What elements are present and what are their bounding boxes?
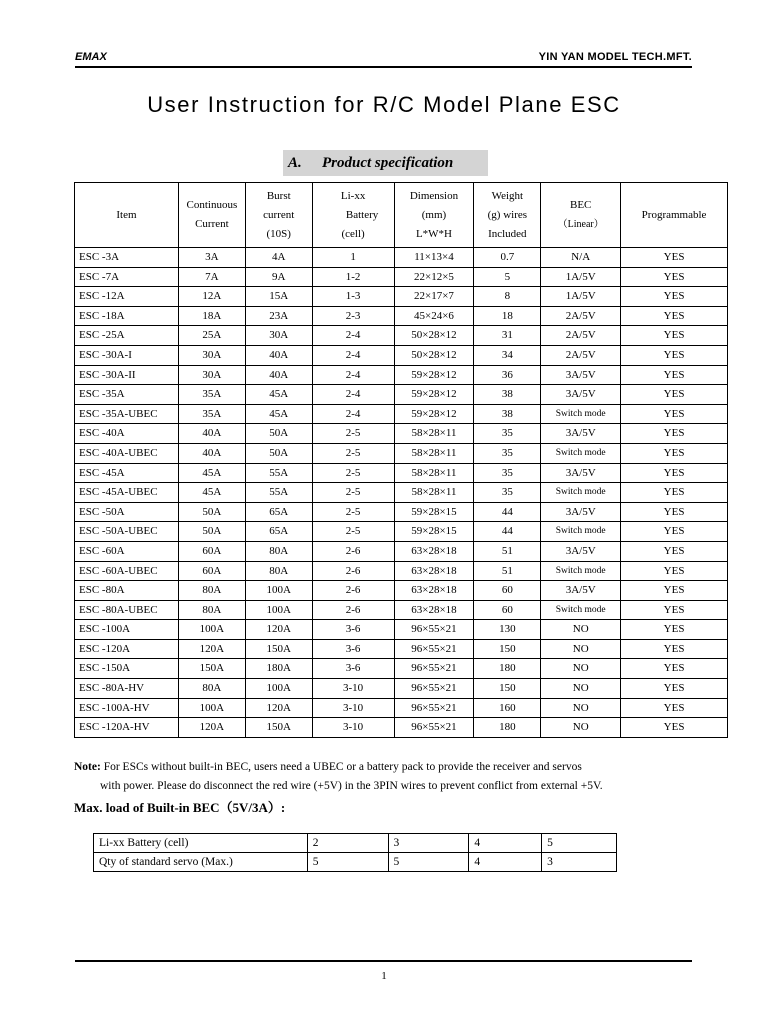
table-row	[75, 424, 728, 444]
cell-dimension: 96×55×21	[394, 718, 474, 738]
cell-weight: 180	[474, 659, 541, 679]
header-line: (10S)	[266, 227, 291, 240]
cell-programmable: YES	[621, 326, 728, 346]
cell-weight: 150	[474, 639, 541, 659]
table-row	[75, 365, 728, 385]
cell-continuous-current: 60A	[178, 561, 245, 581]
cell-li-xx-battery: 1-2	[312, 267, 394, 287]
header-line: Dimension	[409, 189, 459, 202]
table-row	[75, 248, 728, 268]
header-line: (mm)	[421, 208, 447, 221]
cell-weight: 0.7	[474, 248, 541, 268]
header-line: Item	[116, 208, 137, 221]
cell-continuous-current: 25A	[178, 326, 245, 346]
cell-bec: 2A/5V	[541, 306, 621, 326]
note-line-2: with power. Please do disconnect the red wire (+5V) in the 3PIN wires to prevent conflict from external +5V.	[100, 780, 603, 792]
cell-dimension: 50×28×12	[394, 326, 474, 346]
header-line: (g) wires	[487, 208, 528, 221]
cell-bec: Switch mode	[541, 443, 621, 463]
cell-burst-current: 15A	[245, 287, 312, 307]
cell-bec: NO	[541, 620, 621, 640]
cell-continuous-current: 120A	[178, 718, 245, 738]
table-row	[75, 600, 728, 620]
cell-continuous-current: 80A	[178, 679, 245, 699]
cell-bec: 1A/5V	[541, 267, 621, 287]
cell-dimension: 96×55×21	[394, 679, 474, 699]
cell-burst-current: 50A	[245, 443, 312, 463]
cell-weight: 38	[474, 385, 541, 405]
cell-burst-current: 4A	[245, 248, 312, 268]
cell-programmable: YES	[621, 541, 728, 561]
cell-dimension: 63×28×18	[394, 581, 474, 601]
cell-continuous-current: 120A	[178, 639, 245, 659]
cell-li-xx-battery: 2-5	[312, 522, 394, 542]
table-row	[75, 463, 728, 483]
cell-burst-current: 50A	[245, 424, 312, 444]
cell-continuous-current: 45A	[178, 483, 245, 503]
cell-burst-current: 120A	[245, 620, 312, 640]
bec-value: 3	[388, 834, 469, 853]
cell-programmable: YES	[621, 600, 728, 620]
cell-li-xx-battery: 2-6	[312, 581, 394, 601]
document-title: User Instruction for R/C Model Plane ESC	[147, 92, 621, 117]
cell-li-xx-battery: 2-4	[312, 404, 394, 424]
cell-programmable: YES	[621, 267, 728, 287]
cell-programmable: YES	[621, 424, 728, 444]
cell-weight: 35	[474, 483, 541, 503]
cell-bec: 3A/5V	[541, 502, 621, 522]
section-number: A.	[288, 155, 302, 171]
cell-dimension: 58×28×11	[394, 463, 474, 483]
cell-dimension: 58×28×11	[394, 424, 474, 444]
table-row	[75, 404, 728, 424]
note-line-1: For ESCs without built-in BEC, users need a UBEC or a battery pack to provide the receiver and servos	[103, 761, 582, 773]
cell-bec: 3A/5V	[541, 424, 621, 444]
page-number: 1	[381, 970, 387, 982]
header-bec	[541, 183, 621, 248]
cell-dimension: 59×28×12	[394, 365, 474, 385]
cell-bec: 2A/5V	[541, 326, 621, 346]
cell-burst-current: 80A	[245, 541, 312, 561]
bec-value: 3	[542, 853, 617, 872]
header-li-xx-battery	[312, 183, 394, 248]
header-programmable	[621, 183, 728, 248]
cell-continuous-current: 100A	[178, 698, 245, 718]
cell-bec: Switch mode	[541, 522, 621, 542]
cell-burst-current: 55A	[245, 483, 312, 503]
cell-burst-current: 40A	[245, 345, 312, 365]
cell-weight: 35	[474, 463, 541, 483]
table-row	[75, 522, 728, 542]
cell-continuous-current: 35A	[178, 404, 245, 424]
table-row	[75, 287, 728, 307]
cell-li-xx-battery: 3-10	[312, 679, 394, 699]
cell-continuous-current: 80A	[178, 600, 245, 620]
cell-bec: 3A/5V	[541, 365, 621, 385]
spec-body	[75, 248, 728, 738]
cell-burst-current: 40A	[245, 365, 312, 385]
cell-weight: 38	[474, 404, 541, 424]
note	[74, 758, 714, 796]
cell-continuous-current: 12A	[178, 287, 245, 307]
cell-item: ESC -35A	[75, 385, 179, 405]
header-line: Burst	[266, 189, 291, 202]
table-row	[75, 639, 728, 659]
cell-li-xx-battery: 1-3	[312, 287, 394, 307]
header-line: (cell)	[341, 227, 365, 240]
table-row	[75, 581, 728, 601]
cell-programmable: YES	[621, 522, 728, 542]
spec-header-row	[75, 183, 728, 248]
cell-programmable: YES	[621, 385, 728, 405]
section-title: Product specification	[322, 155, 454, 171]
cell-item: ESC -50A	[75, 502, 179, 522]
cell-li-xx-battery: 2-5	[312, 424, 394, 444]
cell-weight: 5	[474, 267, 541, 287]
cell-li-xx-battery: 2-5	[312, 502, 394, 522]
table-row	[75, 267, 728, 287]
cell-item: ESC -12A	[75, 287, 179, 307]
table-row	[75, 659, 728, 679]
bec-row-label: Qty of standard servo (Max.)	[94, 853, 308, 872]
cell-burst-current: 100A	[245, 600, 312, 620]
cell-item: ESC -7A	[75, 267, 179, 287]
cell-li-xx-battery: 1	[312, 248, 394, 268]
cell-continuous-current: 30A	[178, 345, 245, 365]
product-spec-table	[74, 182, 728, 738]
cell-weight: 35	[474, 443, 541, 463]
cell-li-xx-battery: 3-6	[312, 659, 394, 679]
cell-item: ESC -30A-II	[75, 365, 179, 385]
table-row	[75, 679, 728, 699]
bec-value: 5	[307, 853, 388, 872]
cell-dimension: 45×24×6	[394, 306, 474, 326]
cell-programmable: YES	[621, 345, 728, 365]
cell-item: ESC -18A	[75, 306, 179, 326]
header-dimension	[394, 183, 474, 248]
header-line: Li-xx	[340, 189, 366, 202]
cell-continuous-current: 7A	[178, 267, 245, 287]
cell-programmable: YES	[621, 581, 728, 601]
cell-weight: 35	[474, 424, 541, 444]
cell-bec: 3A/5V	[541, 463, 621, 483]
cell-continuous-current: 150A	[178, 659, 245, 679]
cell-dimension: 50×28×12	[394, 345, 474, 365]
header-line: Continuous	[186, 199, 238, 211]
bec-value: 5	[388, 853, 469, 872]
cell-weight: 44	[474, 502, 541, 522]
cell-item: ESC -30A-I	[75, 345, 179, 365]
cell-continuous-current: 18A	[178, 306, 245, 326]
cell-bec: 3A/5V	[541, 581, 621, 601]
table-row	[75, 483, 728, 503]
cell-burst-current: 120A	[245, 698, 312, 718]
cell-dimension: 59×28×12	[394, 385, 474, 405]
cell-programmable: YES	[621, 404, 728, 424]
cell-bec: NO	[541, 639, 621, 659]
cell-programmable: YES	[621, 463, 728, 483]
cell-item: ESC -120A-HV	[75, 718, 179, 738]
bec-body	[94, 834, 617, 872]
cell-burst-current: 100A	[245, 679, 312, 699]
cell-weight: 150	[474, 679, 541, 699]
cell-burst-current: 100A	[245, 581, 312, 601]
cell-li-xx-battery: 3-6	[312, 620, 394, 640]
cell-weight: 36	[474, 365, 541, 385]
cell-weight: 51	[474, 561, 541, 581]
cell-item: ESC -100A-HV	[75, 698, 179, 718]
header-line: Current	[195, 218, 229, 230]
cell-weight: 8	[474, 287, 541, 307]
cell-weight: 130	[474, 620, 541, 640]
header-line: Weight	[491, 189, 524, 202]
cell-li-xx-battery: 2-6	[312, 561, 394, 581]
cell-bec: 3A/5V	[541, 541, 621, 561]
cell-burst-current: 9A	[245, 267, 312, 287]
cell-continuous-current: 40A	[178, 424, 245, 444]
cell-weight: 160	[474, 698, 541, 718]
cell-li-xx-battery: 2-5	[312, 443, 394, 463]
table-row	[75, 541, 728, 561]
cell-li-xx-battery: 2-6	[312, 600, 394, 620]
cell-weight: 18	[474, 306, 541, 326]
cell-bec: 2A/5V	[541, 345, 621, 365]
cell-bec: NO	[541, 679, 621, 699]
cell-dimension: 96×55×21	[394, 639, 474, 659]
cell-continuous-current: 45A	[178, 463, 245, 483]
cell-item: ESC -45A	[75, 463, 179, 483]
cell-li-xx-battery: 2-4	[312, 365, 394, 385]
table-row	[75, 561, 728, 581]
header-line: Programmable	[641, 208, 707, 221]
cell-continuous-current: 35A	[178, 385, 245, 405]
cell-item: ESC -50A-UBEC	[75, 522, 179, 542]
cell-bec: NO	[541, 698, 621, 718]
cell-li-xx-battery: 2-3	[312, 306, 394, 326]
cell-item: ESC -25A	[75, 326, 179, 346]
cell-continuous-current: 80A	[178, 581, 245, 601]
cell-burst-current: 30A	[245, 326, 312, 346]
cell-item: ESC -60A-UBEC	[75, 561, 179, 581]
cell-continuous-current: 40A	[178, 443, 245, 463]
cell-dimension: 58×28×11	[394, 483, 474, 503]
cell-li-xx-battery: 2-6	[312, 541, 394, 561]
cell-item: ESC -80A-UBEC	[75, 600, 179, 620]
cell-li-xx-battery: 2-5	[312, 463, 394, 483]
cell-burst-current: 55A	[245, 463, 312, 483]
section-heading	[283, 150, 488, 176]
cell-bec: 3A/5V	[541, 385, 621, 405]
table-row	[75, 698, 728, 718]
cell-weight: 44	[474, 522, 541, 542]
bec-load-title: Max. load of Built-in BEC（5V/3A）:	[74, 800, 286, 815]
cell-item: ESC -150A	[75, 659, 179, 679]
cell-item: ESC -80A	[75, 581, 179, 601]
cell-burst-current: 80A	[245, 561, 312, 581]
bec-value: 2	[307, 834, 388, 853]
table-row	[75, 326, 728, 346]
table-row	[75, 620, 728, 640]
cell-item: ESC -60A	[75, 541, 179, 561]
cell-dimension: 59×28×15	[394, 522, 474, 542]
cell-burst-current: 150A	[245, 639, 312, 659]
bec-row	[94, 834, 617, 853]
cell-dimension: 22×17×7	[394, 287, 474, 307]
bec-load-table	[93, 833, 617, 872]
cell-programmable: YES	[621, 561, 728, 581]
note-label: Note:	[74, 761, 101, 773]
cell-programmable: YES	[621, 483, 728, 503]
brand-logo: EMAX	[75, 51, 107, 63]
cell-weight: 34	[474, 345, 541, 365]
header-weight	[474, 183, 541, 248]
table-row	[75, 385, 728, 405]
cell-continuous-current: 3A	[178, 248, 245, 268]
cell-programmable: YES	[621, 365, 728, 385]
cell-item: ESC -100A	[75, 620, 179, 640]
header-item	[75, 183, 179, 248]
cell-programmable: YES	[621, 679, 728, 699]
cell-burst-current: 65A	[245, 502, 312, 522]
cell-bec: NO	[541, 718, 621, 738]
cell-dimension: 59×28×15	[394, 502, 474, 522]
cell-continuous-current: 60A	[178, 541, 245, 561]
cell-weight: 60	[474, 600, 541, 620]
cell-bec: 1A/5V	[541, 287, 621, 307]
cell-item: ESC -120A	[75, 639, 179, 659]
cell-dimension: 63×28×18	[394, 561, 474, 581]
cell-programmable: YES	[621, 248, 728, 268]
bec-value: 4	[469, 834, 542, 853]
cell-weight: 51	[474, 541, 541, 561]
cell-li-xx-battery: 3-10	[312, 718, 394, 738]
cell-weight: 31	[474, 326, 541, 346]
cell-li-xx-battery: 2-4	[312, 345, 394, 365]
cell-programmable: YES	[621, 502, 728, 522]
table-row	[75, 443, 728, 463]
cell-burst-current: 65A	[245, 522, 312, 542]
cell-programmable: YES	[621, 306, 728, 326]
cell-dimension: 96×55×21	[394, 659, 474, 679]
cell-weight: 60	[474, 581, 541, 601]
bec-value: 4	[469, 853, 542, 872]
cell-continuous-current: 100A	[178, 620, 245, 640]
cell-item: ESC -80A-HV	[75, 679, 179, 699]
cell-programmable: YES	[621, 620, 728, 640]
header-line: current	[263, 208, 295, 221]
cell-programmable: YES	[621, 287, 728, 307]
cell-item: ESC -40A	[75, 424, 179, 444]
cell-dimension: 58×28×11	[394, 443, 474, 463]
cell-li-xx-battery: 2-5	[312, 483, 394, 503]
cell-programmable: YES	[621, 698, 728, 718]
cell-continuous-current: 50A	[178, 522, 245, 542]
cell-dimension: 63×28×18	[394, 600, 474, 620]
bec-value: 5	[542, 834, 617, 853]
cell-item: ESC -40A-UBEC	[75, 443, 179, 463]
header-line: （Linear）	[557, 219, 604, 230]
cell-weight: 180	[474, 718, 541, 738]
cell-bec: Switch mode	[541, 404, 621, 424]
header-burst-current	[245, 183, 312, 248]
cell-dimension: 22×12×5	[394, 267, 474, 287]
cell-item: ESC -45A-UBEC	[75, 483, 179, 503]
cell-bec: NO	[541, 659, 621, 679]
cell-bec: Switch mode	[541, 561, 621, 581]
cell-dimension: 59×28×12	[394, 404, 474, 424]
cell-continuous-current: 30A	[178, 365, 245, 385]
cell-programmable: YES	[621, 718, 728, 738]
footer-rule	[75, 960, 692, 962]
company-name: YIN YAN MODEL TECH.MFT.	[538, 51, 692, 63]
cell-bec: N/A	[541, 248, 621, 268]
page-header	[75, 50, 692, 68]
cell-burst-current: 45A	[245, 404, 312, 424]
cell-programmable: YES	[621, 659, 728, 679]
header-line: L*W*H	[415, 227, 452, 240]
cell-burst-current: 45A	[245, 385, 312, 405]
header-line: Included	[488, 227, 527, 240]
cell-burst-current: 23A	[245, 306, 312, 326]
table-row	[75, 502, 728, 522]
cell-dimension: 11×13×4	[394, 248, 474, 268]
cell-item: ESC -3A	[75, 248, 179, 268]
table-row	[75, 718, 728, 738]
cell-li-xx-battery: 2-4	[312, 385, 394, 405]
bec-row	[94, 853, 617, 872]
cell-li-xx-battery: 2-4	[312, 326, 394, 346]
cell-programmable: YES	[621, 443, 728, 463]
cell-bec: Switch mode	[541, 600, 621, 620]
cell-burst-current: 150A	[245, 718, 312, 738]
cell-li-xx-battery: 3-10	[312, 698, 394, 718]
cell-dimension: 96×55×21	[394, 698, 474, 718]
cell-li-xx-battery: 3-6	[312, 639, 394, 659]
cell-continuous-current: 50A	[178, 502, 245, 522]
cell-item: ESC -35A-UBEC	[75, 404, 179, 424]
header-line: BEC	[569, 199, 592, 211]
cell-bec: Switch mode	[541, 483, 621, 503]
cell-programmable: YES	[621, 639, 728, 659]
table-row	[75, 306, 728, 326]
table-row	[75, 345, 728, 365]
header-continuous-current	[178, 183, 245, 248]
cell-dimension: 96×55×21	[394, 620, 474, 640]
cell-dimension: 63×28×18	[394, 541, 474, 561]
bec-row-label: Li-xx Battery (cell)	[94, 834, 308, 853]
cell-burst-current: 180A	[245, 659, 312, 679]
header-line: Battery	[345, 208, 379, 221]
